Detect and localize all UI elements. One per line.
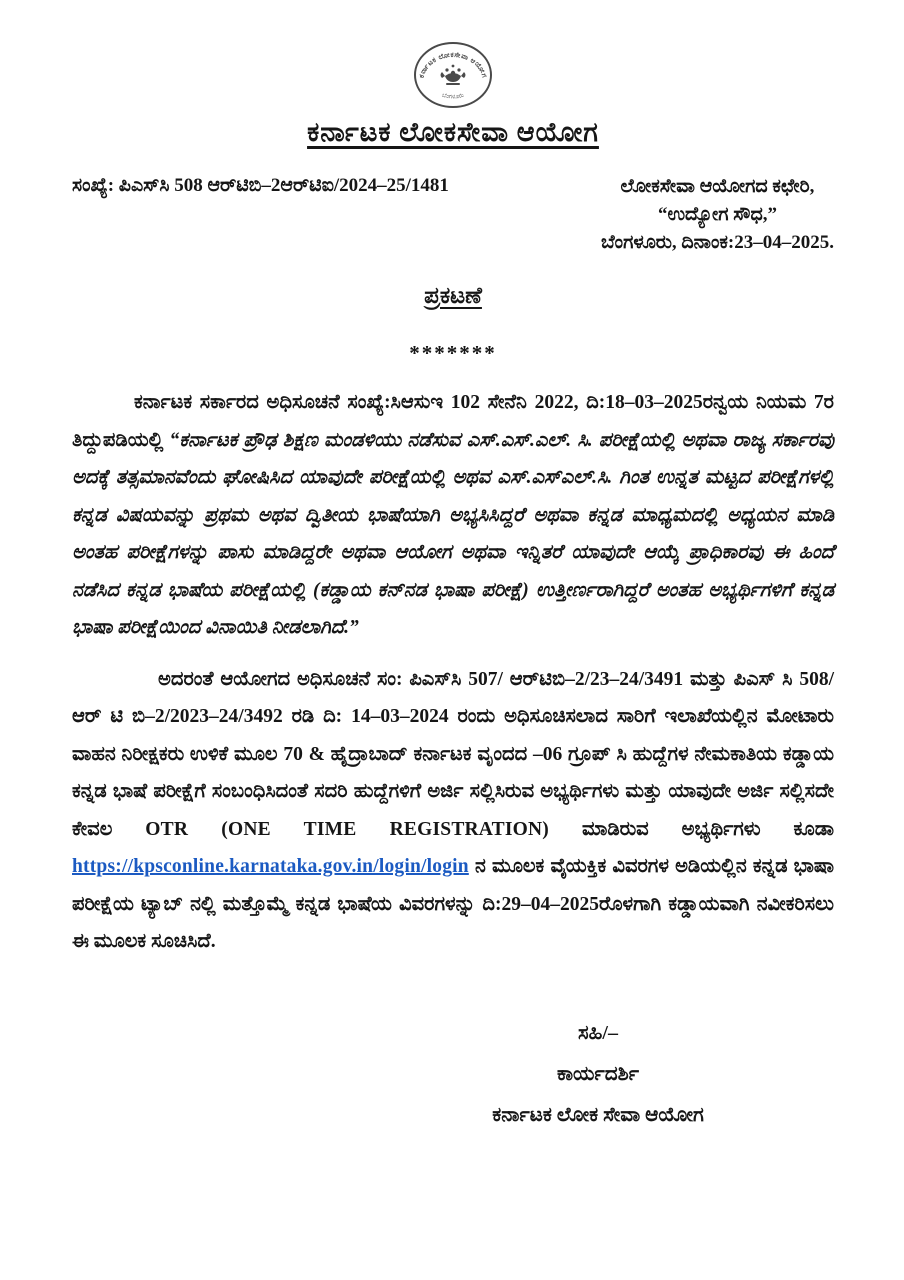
seal-emblem-icon <box>441 65 466 85</box>
office-line-2: “ಉದ್ಯೋಗ ಸೌಧ,” <box>657 204 777 225</box>
paragraph-2-lead: ಅದರಂತೆ ಆಯೋಗದ ಅಧಿಸೂಚನೆ ಸಂ: ಪಿಎಸ್‌ಸಿ 507/ ಆರ್‌ಟಿಬಿ–2/23–24/3491 ಮತ್ತು ಪಿಎಸ್ ಸಿ 508/ಆರ್ ಟಿ ಬಿ–2/2023–24/3492 ರಡಿ ದಿ: 14–03–2024 ರಂದು ಅಧಿಸೂಚಿಸಲಾದ ಸಾರಿಗೆ ಇಲಾಖೆಯಲ್ಲಿನ ಮೋಟಾರು ವಾಹನ ನಿರೀಕ್ಷಕರು ಉಳಿಕೆ ಮೂಲ 70 & ಹೈದ್ರಾಬಾದ್ ಕರ್ನಾಟಕ ವೃಂದದ –06 ಗ್ರೂಪ್ ಸಿ ಹುದ್ದೆಗಳ ನೇಮಕಾತಿಯ ಕಡ್ಡಾಯ ಕನ್ನಡ ಭಾಷೆ ಪರೀಕ್ಷೆಗೆ ಸಂಬಂಧಿಸಿದಂತೆ ಸದರಿ ಹುದ್ದೆಗಳಿಗೆ ಅರ್ಜಿ ಸಲ್ಲಿಸಿರುವ ಅಭ್ಯರ್ಥಿಗಳು ಮತ್ತು ಯಾವುದೇ ಅರ್ಜಿ ಸಲ್ಲಿಸದೇ ಕೇವಲ <box>72 668 834 840</box>
signature-block <box>458 1013 738 1136</box>
reference-row <box>72 173 834 257</box>
paragraph-1-lead: ಕರ್ನಾಟಕ ಸರ್ಕಾರದ ಅಧಿಸೂಚನೆ ಸಂಖ್ಯೆ:ಸಿಆಸುಇ 102 ಸೇನೆನಿ 2022, ದಿ:18–03–2025ರನ್ವಯ ನಿಯಮ 7ರ ತಿದ್ದುಪಡಿಯಲ್ಲಿ <box>72 392 834 451</box>
signature-sign-line: ಸಹಿ/– <box>578 1021 618 1044</box>
signature-designation: ಕಾರ್ಯದರ್ಶಿ <box>556 1062 640 1085</box>
paragraph-2 <box>72 661 834 961</box>
paragraph-2-mid: ಮಾಡಿರುವ ಅಭ್ಯರ್ಥಿಗಳು ಕೂಡಾ <box>548 818 835 840</box>
stars-separator: ******* <box>409 341 497 365</box>
kpsc-seal-icon <box>411 40 495 110</box>
seal-bottom-text: ಬೆಂಗಳೂರು <box>441 92 465 101</box>
office-line-3-date: ಬೆಂಗಳೂರು, ದಿನಾಂಕ:23–04–2025. <box>600 232 834 253</box>
page-title: ಕರ್ನಾಟಕ ಲೋಕಸೇವಾ ಆಯೋಗ <box>307 117 599 147</box>
signature-organisation: ಕರ್ನಾಟಕ ಲೋಕ ಸೇವಾ ಆಯೋಗ <box>492 1103 704 1126</box>
seal-ring-text: ಕರ್ನಾಟಕ ಲೋಕಸೇವಾ ಆಯೋಗ <box>417 50 489 79</box>
otr-text: OTR (ONE TIME REGISTRATION) <box>145 818 549 840</box>
notice-heading: ಪ್ರಕಟಣೆ <box>424 283 482 308</box>
office-line-1: ಲೋಕಸೇವಾ ಆಯೋಗದ ಕಛೇರಿ, <box>620 176 815 197</box>
paragraph-1 <box>72 384 834 647</box>
paragraph-1-quote: “ಕರ್ನಾಟಕ ಪ್ರೌಢ ಶಿಕ್ಷಣ ಮಂಡಳಿಯು ನಡೆಸುವ ಎಸ್.ಎಸ್.ಎಲ್. ಸಿ. ಪರೀಕ್ಷೆಯಲ್ಲಿ ಅಥವಾ ರಾಜ್ಯ ಸರ್ಕಾರವು ಅದಕ್ಕೆ ತತ್ಸಮಾನವೆಂದು ಘೋಷಿಸಿದ ಯಾವುದೇ ಪರೀಕ್ಷೆಯಲ್ಲಿ ಅಥವ ಎಸ್.ಎಸ್ಎಲ್.ಸಿ. ಗಿಂತ ಉನ್ನತ ಮಟ್ಟದ ಪರೀಕ್ಷೆಗಳಲ್ಲಿ ಕನ್ನಡ ವಿಷಯವನ್ನು ಪ್ರಥಮ ಅಥವ ದ್ವಿತೀಯ ಭಾಷೆಯಾಗಿ ಅಭ್ಯಸಿಸಿದ್ದರೆ ಅಥವಾ ಕನ್ನಡ ಮಾಧ್ಯಮದಲ್ಲಿ ಅಧ್ಯಯನ ಮಾಡಿ ಅಂತಹ ಪರೀಕ್ಷೆಗಳನ್ನು ಪಾಸು ಮಾಡಿದ್ದರೇ ಅಥವಾ ಆಯೋಗ ಅಥವಾ ಇನ್ನಿತರೆ ಯಾವುದೇ ಆಯ್ಕೆ ಪ್ರಾಧಿಕಾರವು ಈ ಹಿಂದೆ ನಡೆಸಿದ ಕನ್ನಡ ಭಾಷೆಯ ಪರೀಕ್ಷೆಯಲ್ಲಿ (ಕಡ್ಡಾಯ ಕನ್‌ನಡ ಭಾಷಾ ಪರೀಕ್ಷೆ) ಉತ್ತೀರ್ಣರಾಗಿದ್ದರೆ ಅಂತಹ ಅಭ್ಯರ್ಥಿಗಳಿಗೆ ಕನ್ನಡ ಭಾಷಾ ಪರೀಕ್ಷೆಯಿಂದ ವಿನಾಯಿತಿ ನೀಡಲಾಗಿದೆ.” <box>72 429 834 638</box>
kpsc-online-link[interactable]: https://kpsconline.karnataka.gov.in/login/login <box>72 856 469 877</box>
paragraph-2-tail: ನ ಮೂಲಕ ವೈಯಕ್ತಿಕ ವಿವರಗಳ ಅಡಿಯಲ್ಲಿನ ಕನ್ನಡ ಭಾಷಾ ಪರೀಕ್ಷೆಯ ಟ್ಯಾಬ್ ನಲ್ಲಿ ಮತ್ತೊಮ್ಮೆ ಕನ್ನಡ ಭಾಷೆಯ ವಿವರಗಳನ್ನು ದಿ:29–04–2025ರೊಳಗಾಗಿ ಕಡ್ಡಾಯವಾಗಿ ನವೀಕರಿಸಲು ಈ ಮೂಲಕ ಸೂಚಿಸಿದೆ. <box>72 856 834 952</box>
office-address-block <box>601 173 834 257</box>
reference-number: ಸಂಖ್ಯೆ: ಪಿಎಸ್‌ಸಿ 508 ಆರ್‌ಟಿಬಿ–2ಆರ್‌ಟಿಐ/2024–25/1481 <box>72 175 449 196</box>
notice-heading-wrap <box>72 283 834 309</box>
svg-text:ಬೆಂಗಳೂರು <box>441 93 464 101</box>
seal-container <box>72 40 834 115</box>
